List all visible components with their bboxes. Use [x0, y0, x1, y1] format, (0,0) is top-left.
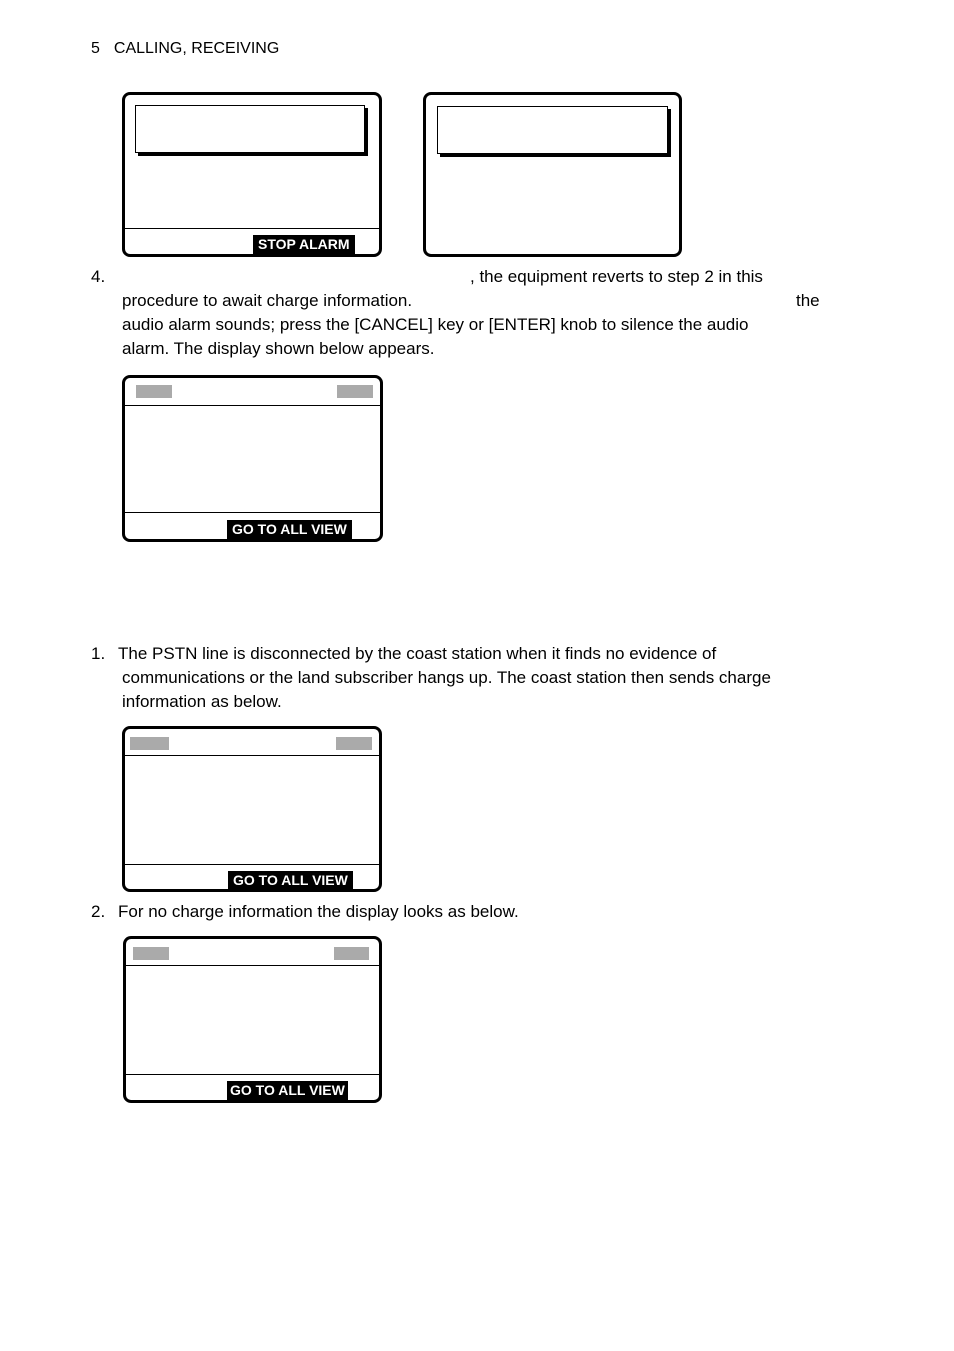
item-1-line-3: information as below. [122, 692, 282, 711]
display-screen-charge-info [122, 726, 382, 892]
message-box [437, 106, 668, 154]
section-number: 5 [91, 40, 100, 57]
softkey-divider [125, 512, 380, 513]
section-title: CALLING, RECEIVING [113, 40, 280, 57]
status-indicator-right [337, 385, 373, 398]
status-indicator-right [334, 947, 369, 960]
display-screen-alarm [122, 92, 382, 257]
display-screen-message [423, 92, 682, 257]
message-box [135, 105, 365, 153]
header-divider [125, 405, 380, 406]
display-screen-step4 [122, 375, 383, 542]
status-indicator-left [133, 947, 169, 960]
status-indicator-right [336, 737, 372, 750]
step-4-line-4: alarm. The display shown below appears. [122, 339, 435, 358]
status-indicator-left [136, 385, 172, 398]
header-divider [126, 965, 379, 966]
step-4-line-1: , the equipment reverts to step 2 in this [470, 267, 763, 286]
display-screen-no-charge [123, 936, 382, 1103]
item-1-line-1: The PSTN line is disconnected by the coast station when it finds no evidence of [118, 644, 717, 663]
item-2-number: 2. [91, 902, 106, 921]
page-header [91, 40, 279, 58]
step-4-line-2: procedure to await charge information. [122, 291, 413, 310]
softkey-divider [125, 228, 379, 229]
item-2-line-1: For no charge information the display looks as below. [118, 902, 519, 921]
go-to-all-view-softkey[interactable]: GO TO ALL VIEW [227, 520, 352, 539]
softkey-divider [126, 1074, 379, 1075]
status-indicator-left [130, 737, 169, 750]
item-1-number: 1. [91, 644, 106, 663]
go-to-all-view-softkey[interactable]: GO TO ALL VIEW [228, 871, 353, 890]
item-1-line-2: communications or the land subscriber hangs up. The coast station then sends charge [122, 668, 771, 687]
step-4-line-3: audio alarm sounds; press the [CANCEL] key or [ENTER] knob to silence the audio [122, 315, 749, 334]
step-4-line-2-tail: the [796, 291, 820, 310]
softkey-divider [125, 864, 379, 865]
step-4-number: 4. [91, 267, 106, 286]
header-divider [125, 755, 379, 756]
stop-alarm-softkey[interactable]: STOP ALARM [253, 235, 355, 254]
go-to-all-view-softkey[interactable]: GO TO ALL VIEW [227, 1081, 348, 1100]
